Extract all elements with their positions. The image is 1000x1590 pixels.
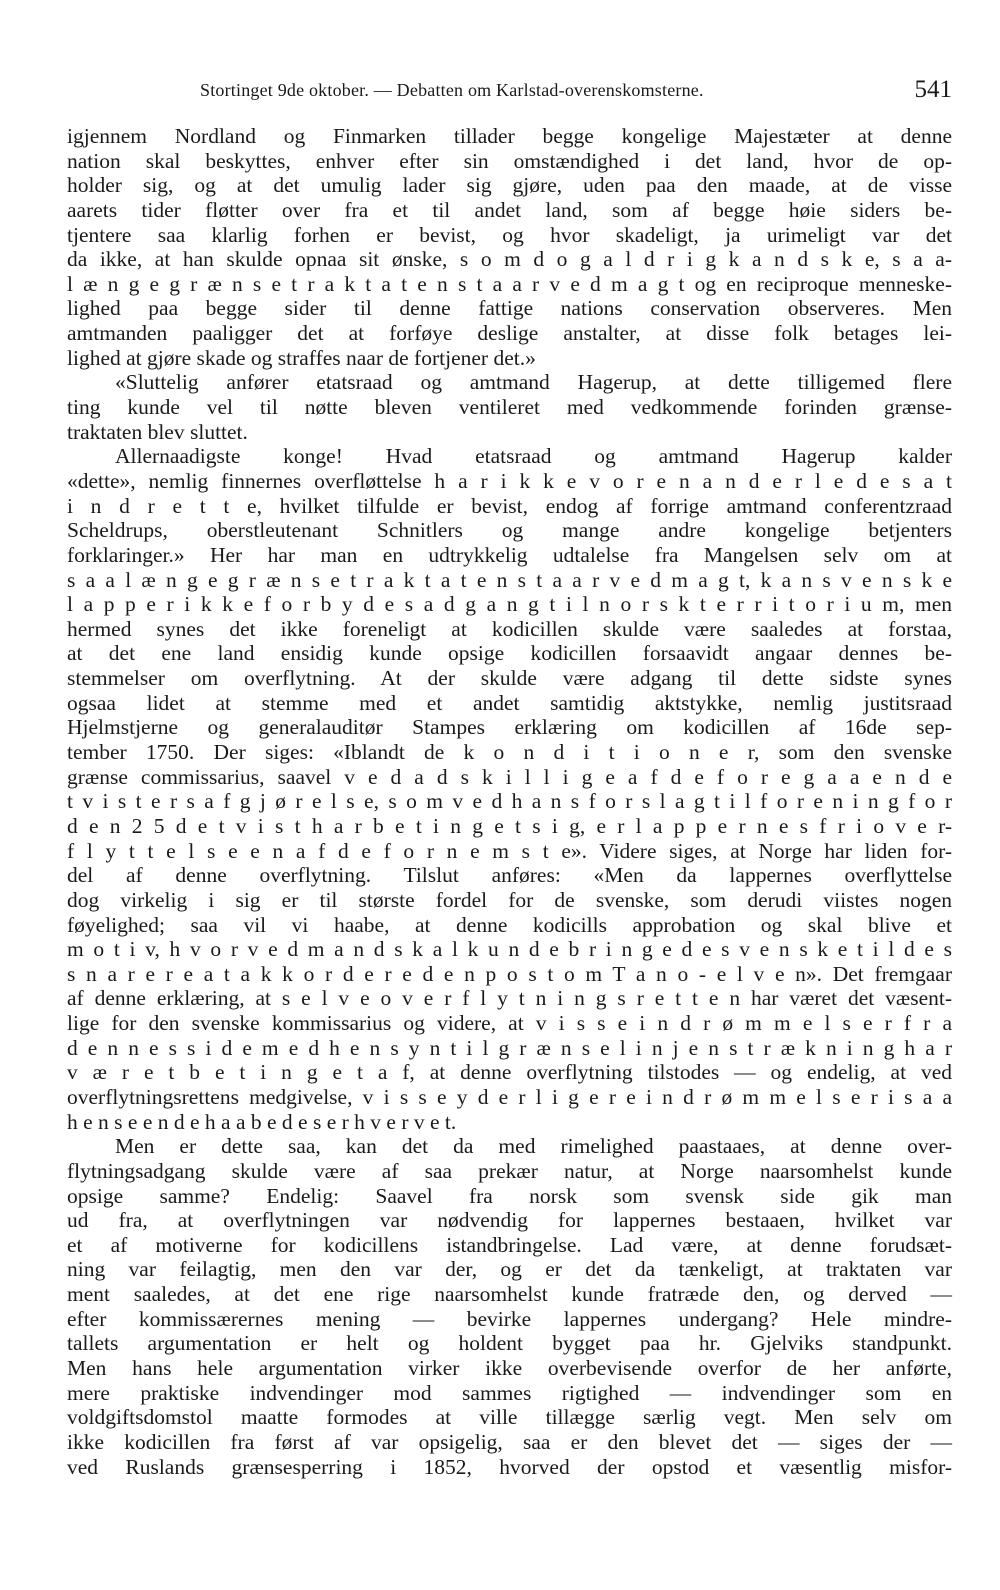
text-line: grænse commissarius, saavel v e d a d s k i l l i g e a f d e f o r e g a a e n d e (67, 764, 952, 789)
text-line: lighed at gjøre skade og straffes naar de fortjener det.» (67, 345, 536, 370)
text-line: Men er dette saa, kan det da med rimelighed paastaaes, at denne over- (115, 1134, 952, 1159)
text-line: overflytningsrettens medgivelse, v i s s e y d e r l i g e r e i n d r ø m m e l s e r i s a a (67, 1084, 952, 1109)
text-line: t v i s t e r s a f g j ø r e l s e, s o m v e d h a n s f o r s l a g t i l f o r e n i n g f o r (67, 789, 952, 814)
text-line: føyelighed; saa vil vi haabe, at denne kodicills approbation og skal blive et (67, 912, 952, 937)
text-line: forklaringer.» Her har man en udtrykkelig udtalelse fra Mangelsen selv om at (67, 542, 952, 567)
text-line: voldgiftsdomstol maatte formodes at ville tillægge særlig vegt. Men selv om (67, 1405, 952, 1430)
text-line: traktaten blev sluttet. (67, 419, 248, 444)
text-line: s n a r e r e a t a k k o r d e r e d e n p o s t o m T a n o - e l v e n». Det fremgaar (67, 961, 952, 986)
text-line: at det ene land ensidig kunde opsige kodicillen forsaavidt angaar dennes be- (67, 641, 952, 666)
text-line: d e n n e s s i d e m e d h e n s y n t i l g r æ n s e l i n j e n s t r æ k n i n g h a r (67, 1035, 952, 1060)
text-line: igjennem Nordland og Finmarken tillader begge kongelige Majestæter at denne (67, 124, 952, 148)
text-line: ning var feilagtig, men den var der, og er det da tænkeligt, at traktaten var (67, 1257, 952, 1282)
text-line: ud fra, at overflytningen var nødvendig for lappernes bestaaen, hvilket var (67, 1208, 952, 1233)
text-line: nation skal beskyttes, enhver efter sin omstændighed i det land, hvor de op- (67, 148, 952, 173)
text-line: d e n 2 5 d e t v i s t h a r b e t i n g e t s i g, e r l a p p e r n e s f r i o v e r- (67, 813, 952, 838)
text-line: flytningsadgang skulde være af saa prekær natur, at Norge naarsomhelst kunde (67, 1158, 952, 1183)
text-line: opsige samme? Endelig: Saavel fra norsk som svensk side gik man (67, 1183, 952, 1208)
text-line: tjentere saa klarlig forhen er bevist, og hvor skadeligt, ja urimeligt var det (67, 222, 952, 247)
text-line: Hjelmstjerne og generalauditør Stampes erklæring om kodicillen af 16de sep- (67, 715, 952, 740)
text-line: amtmanden paaligger det at forføye deslige anstalter, at disse folk betages lei- (67, 321, 952, 346)
text-line: lighed paa begge sider til denne fattige nations conservation observeres. Men (67, 296, 952, 321)
text-line: tallets argumentation er helt og holdent bygget paa hr. Gjelviks standpunkt. (67, 1331, 952, 1356)
text-line: af denne erklæring, at s e l v e o v e r f l y t n i n g s r e t t e n har været det væsent- (67, 986, 952, 1011)
text-line: Men hans hele argumentation virker ikke overbevisende overfor de her anførte, (67, 1356, 952, 1381)
text-line: l a p p e r i k k e f o r b y d e s a d g a n g t i l n o r s k t e r r i t o r i u m, men (67, 592, 952, 617)
text-line: dog virkelig i sig er til største fordel for de svenske, som derudi viistes nogen (67, 887, 952, 912)
text-line: v æ r e t b e t i n g e t a f, at denne overflytning tilstodes — og endelig, at ved (67, 1060, 952, 1085)
text-line: ment saaledes, at det ene rige naarsomhelst kunde fratræde den, og derved — (67, 1282, 952, 1307)
page-header (200, 76, 952, 112)
text-line: ting kunde vel til nøtte bleven ventileret med vedkommende forinden grænse- (67, 395, 952, 420)
text-line: Scheldrups, oberstleutenant Schnitlers og mange andre kongelige betjenters (67, 518, 952, 543)
text-line: ved Ruslands grænsesperring i 1852, hvorved der opstod et væsentlig misfor- (67, 1454, 952, 1479)
text-line: l æ n g e g r æ n s e t r a k t a t e n s t a a r v e d m a g t og en reciproque menneske- (67, 271, 952, 296)
text-line: m o t i v, h v o r v e d m a n d s k a l k u n d e b r i n g e d e s v e n s k e t i l d e s (67, 937, 952, 962)
text-line: «dette», nemlig finnernes overfløttelse h a r i k k e v o r e n a n d e r l e d e s a t (67, 468, 952, 493)
text-line: i n d r e t t e, hvilket tilfulde er bevist, endog af forrige amtmand conferentzraad (67, 493, 952, 518)
text-line: del af denne overflytning. Tilslut anføres: «Men da lappernes overflyttelse (67, 863, 952, 888)
text-line: s a a l æ n g e g r æ n s e t r a k t a t e n s t a a r v e d m a g t, k a n s v e n s k e (67, 567, 952, 592)
text-line: Allernaadigste konge! Hvad etatsraad og amtmand Hagerup kalder (115, 444, 952, 469)
text-line: ikke kodicillen fra først af var opsigelig, saa er den blevet det — siges der — (67, 1429, 952, 1454)
text-line: da ikke, at han skulde opnaa sit ønske, s o m d o g a l d r i g k a n d s k e, s a a- (67, 247, 952, 272)
text-line: h e n s e e n d e h a a b e d e s e r h v e r v e t. (67, 1109, 457, 1134)
text-line: lige for den svenske kommissarius og videre, at v i s s e i n d r ø m m e l s e r f r a (67, 1011, 952, 1036)
text-line: ogsaa lidet at stemme med et andet samtidig aktstykke, nemlig justitsraad (67, 690, 952, 715)
text-line: tember 1750. Der siges: «Iblandt de k o n d i t i o n e r, som den svenske (67, 740, 952, 765)
running-head: Stortinget 9de oktober. — Debatten om Karlstad-overenskomsterne. (200, 80, 704, 100)
text-line: mere praktiske indvendinger mod sammes rigtighed — indvendinger som en (67, 1380, 952, 1405)
text-line: stemmelser om overflytning. At der skulde være adgang til dette sidste synes (67, 666, 952, 691)
text-line: et af motiverne for kodicillens istandbringelse. Lad være, at denne forudsæt- (67, 1232, 952, 1257)
text-line: «Sluttelig anfører etatsraad og amtmand Hagerup, at dette tilligemed flere (115, 370, 952, 395)
page-number: 541 (914, 76, 952, 103)
text-line: hermed synes det ikke foreneligt at kodicillen skulde være saaledes at forstaa, (67, 616, 952, 641)
body-text (67, 124, 952, 1479)
text-line: aarets tider fløtter over fra et til andet land, som af begge høie siders be- (67, 197, 952, 222)
text-line: efter kommissærernes mening — bevirke lappernes undergang? Hele mindre- (67, 1306, 952, 1331)
text-line: f l y t t e l s e e n a f d e f o r n e m s t e». Videre siges, at Norge har liden for- (67, 838, 952, 863)
text-line: holder sig, og at det umulig lader sig gjøre, uden paa den maade, at de visse (67, 173, 952, 198)
